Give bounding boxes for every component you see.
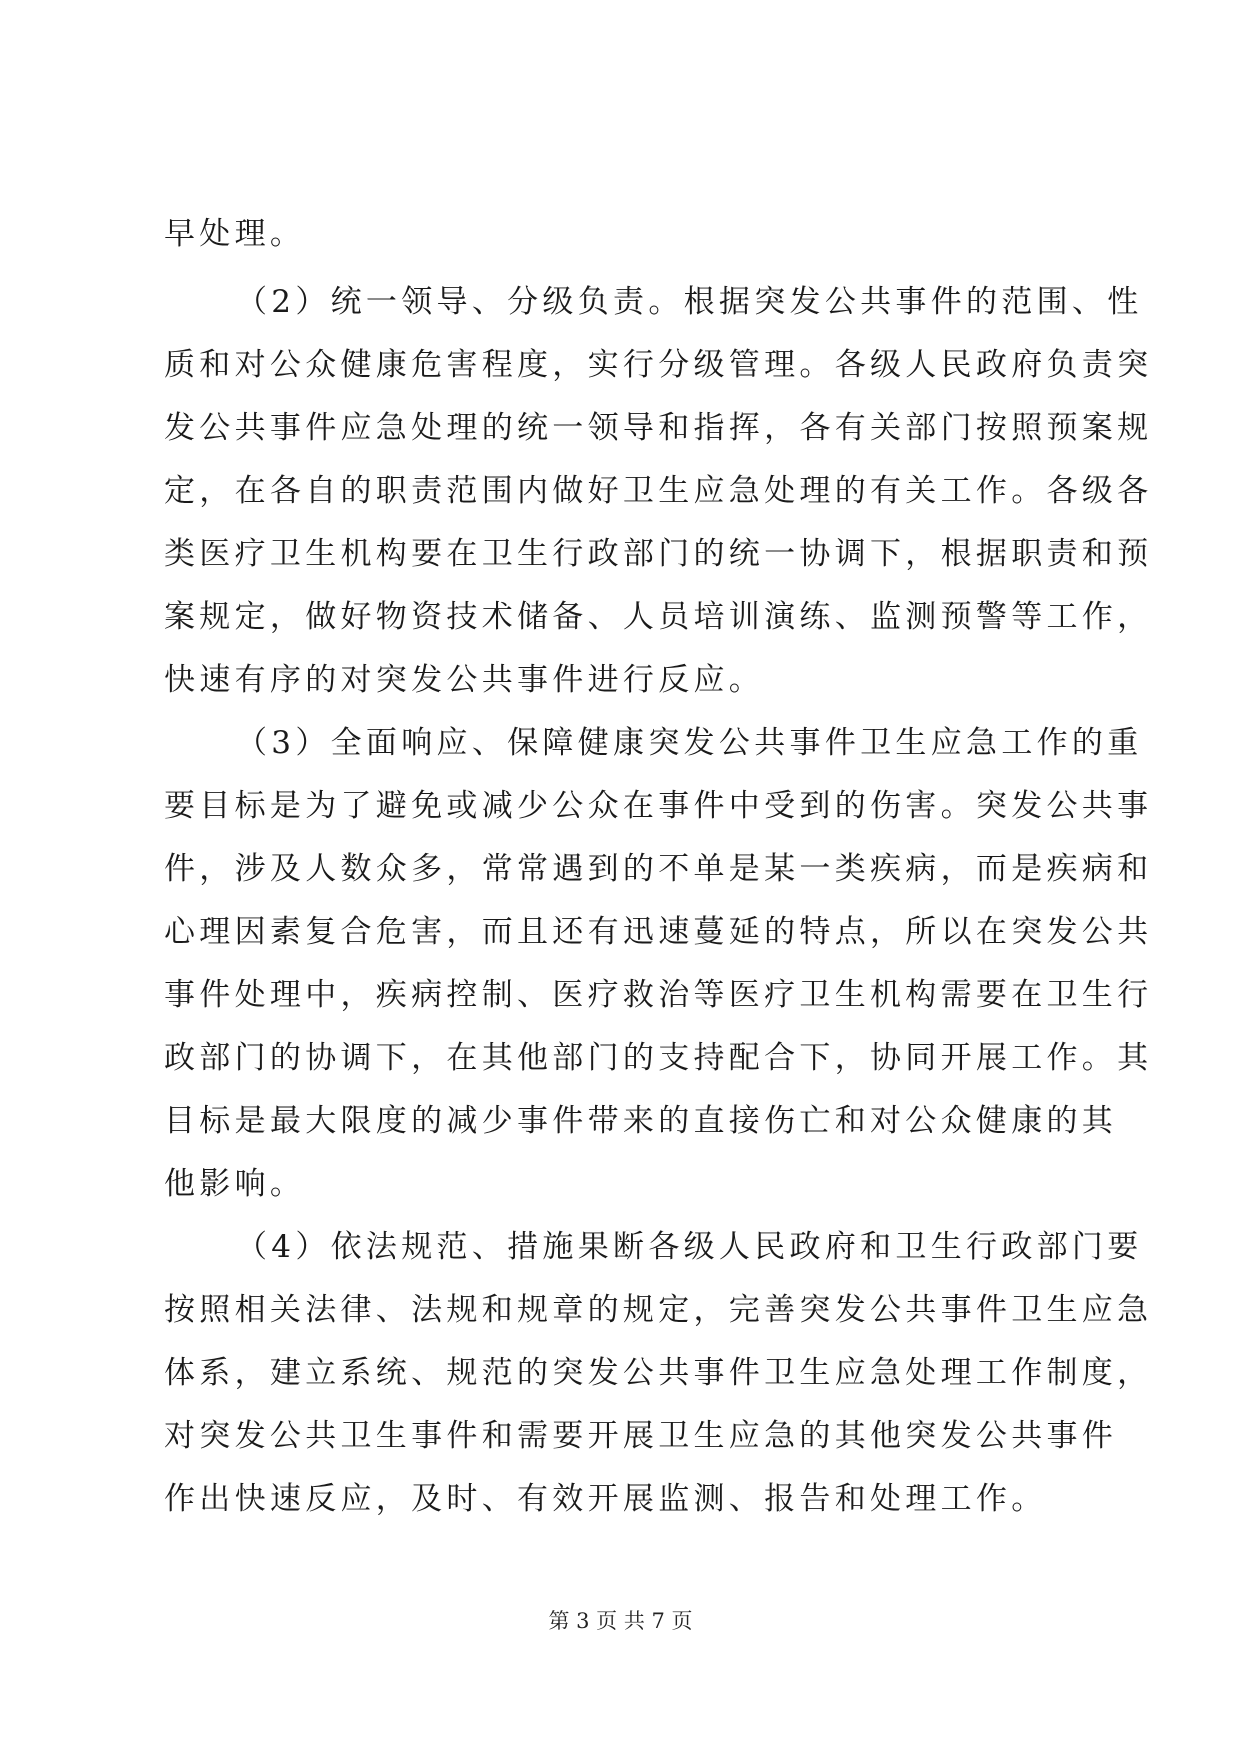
text-line-12: 心理因素复合危害，而且还有迅速蔓延的特点，所以在突发公共 [164,914,1153,950]
text-line-7: 案规定，做好物资技术储备、人员培训演练、监测预警等工作， [164,599,1153,635]
text-line-6: 类医疗卫生机构要在卫生行政部门的统一协调下，根据职责和预 [164,536,1153,572]
text-line-4: 发公共事件应急处理的统一领导和指挥，各有关部门按照预案规 [164,410,1153,446]
text-line-20: 对突发公共卫生事件和需要开展卫生应急的其他突发公共事件 [164,1418,1118,1454]
text-line-3: 质和对公众健康危害程度，实行分级管理。各级人民政府负责突 [164,347,1153,383]
text-line-2: （2）统一领导、分级负责。根据突发公共事件的范围、性 [236,284,1143,320]
text-line-8: 快速有序的对突发公共事件进行反应。 [164,662,765,698]
text-line-5: 定，在各自的职责范围内做好卫生应急处理的有关工作。各级各 [164,473,1153,509]
text-line-17: （4）依法规范、措施果断各级人民政府和卫生行政部门要 [236,1229,1143,1265]
page-number-footer: 第 3 页 共 7 页 [548,1609,693,1633]
text-line-16: 他影响。 [164,1166,306,1202]
text-line-11: 件，涉及人数众多，常常遇到的不单是某一类疾病，而是疾病和 [164,851,1153,887]
text-line-14: 政部门的协调下，在其他部门的支持配合下，协同开展工作。其 [164,1040,1153,1076]
text-line-13: 事件处理中，疾病控制、医疗救治等医疗卫生机构需要在卫生行 [164,977,1153,1013]
text-line-9: （3）全面响应、保障健康突发公共事件卫生应急工作的重 [236,725,1143,761]
text-line-21: 作出快速反应，及时、有效开展监测、报告和处理工作。 [164,1481,1047,1517]
text-line-15: 目标是最大限度的减少事件带来的直接伤亡和对公众健康的其 [164,1103,1118,1139]
text-line-10: 要目标是为了避免或减少公众在事件中受到的伤害。突发公共事 [164,788,1153,824]
text-line-18: 按照相关法律、法规和规章的规定，完善突发公共事件卫生应急 [164,1292,1153,1328]
text-line-19: 体系，建立系统、规范的突发公共事件卫生应急处理工作制度， [164,1355,1153,1391]
text-line-1: 早处理。 [164,216,306,252]
